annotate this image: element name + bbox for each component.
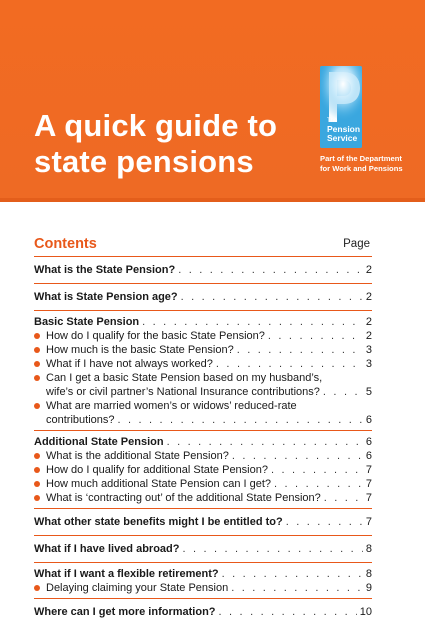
toc-page-number: 6 (365, 450, 372, 462)
leader-dots (274, 477, 363, 491)
toc-entry[interactable] (34, 477, 372, 491)
toc-entry-label: Where can I get more information? (34, 606, 216, 618)
toc-entry-label: What is ‘contracting out’ of the additional State Pension? (46, 492, 321, 504)
toc-entry-label: Can I get a basic State Pension based on my husband’s, (46, 372, 323, 384)
toc-entry-label: What other state benefits might I be entitled to? (34, 516, 283, 528)
bullet-icon (34, 375, 40, 381)
leader-dots (324, 491, 363, 505)
toc-section (34, 256, 372, 283)
leader-dots (216, 357, 363, 371)
leader-dots (219, 605, 357, 619)
toc-page-number: 2 (365, 264, 372, 276)
toc-entry-label: Basic State Pension (34, 316, 140, 328)
toc-entry-label: contributions? (46, 414, 115, 426)
toc-page-number: 8 (365, 543, 372, 555)
toc-page-number: 2 (365, 316, 372, 328)
toc-entry-label: How do I qualify for additional State Pension? (46, 464, 268, 476)
toc-entry-label: What is the additional State Pension? (46, 450, 229, 462)
toc-entry[interactable] (34, 385, 372, 399)
toc-section (34, 598, 372, 625)
leader-dots (181, 290, 363, 304)
page-column-label: Page (343, 238, 370, 250)
bullet-icon (34, 585, 40, 591)
toc-heading-entry[interactable] (34, 315, 372, 329)
document-title (34, 108, 294, 180)
toc-heading-entry[interactable] (34, 435, 372, 449)
toc-page-number: 7 (365, 478, 372, 490)
logo-text-the: The (327, 118, 338, 124)
toc-page-number: 7 (365, 464, 372, 476)
toc-entry[interactable] (34, 581, 372, 595)
toc-section (34, 283, 372, 310)
toc-heading-entry[interactable] (34, 605, 372, 619)
toc-entry-label: What if I have not always worked? (46, 358, 213, 370)
toc-entry-label: How much additional State Pension can I get? (46, 478, 272, 490)
leader-dots (231, 581, 363, 595)
bullet-icon (34, 361, 40, 367)
leader-dots (286, 515, 363, 529)
toc-page-number: 2 (365, 330, 372, 342)
toc-heading-entry[interactable] (34, 515, 372, 529)
leader-dots (167, 435, 363, 449)
toc-section (34, 310, 372, 430)
toc-heading-entry[interactable] (34, 263, 372, 277)
logo-text-pension: Pension (327, 124, 361, 134)
bullet-icon (34, 481, 40, 487)
title-line-2: state pensions (34, 144, 254, 179)
toc-section (34, 508, 372, 535)
toc-entry-line[interactable] (34, 371, 372, 385)
toc-page-number: 9 (365, 582, 372, 594)
toc-entry[interactable] (34, 329, 372, 343)
logo-text-service: Service (327, 133, 358, 143)
cover-banner (0, 0, 425, 202)
department-caption (320, 154, 420, 173)
contents-header (34, 236, 370, 258)
table-of-contents (34, 256, 372, 625)
leader-dots (118, 413, 363, 427)
toc-entry-label: Delaying claiming your State Pension (46, 582, 229, 594)
toc-entry[interactable] (34, 343, 372, 357)
toc-entry[interactable] (34, 449, 372, 463)
leader-dots (182, 542, 362, 556)
toc-entry[interactable] (34, 357, 372, 371)
toc-entry-label: How do I qualify for the basic State Pension? (46, 330, 265, 342)
toc-entry-label: What is the State Pension? (34, 264, 176, 276)
contents-heading: Contents (34, 236, 97, 252)
logo-wordmark (327, 118, 360, 143)
toc-section (34, 562, 372, 598)
leader-dots (142, 315, 363, 329)
title-line-1: A quick guide to (34, 108, 278, 143)
toc-entry-label: What if I want a flexible retirement? (34, 568, 219, 580)
bullet-icon (34, 333, 40, 339)
bullet-icon (34, 495, 40, 501)
toc-entry-line[interactable] (34, 399, 372, 413)
bullet-icon (34, 347, 40, 353)
toc-entry-label: What is State Pension age? (34, 291, 178, 303)
leader-dots (237, 343, 363, 357)
leader-dots (268, 329, 363, 343)
bullet-icon (34, 467, 40, 473)
leader-dots (178, 263, 363, 277)
toc-page-number: 8 (365, 568, 372, 580)
leader-dots (323, 385, 363, 399)
toc-page-number: 7 (365, 516, 372, 528)
toc-entry-label: How much is the basic State Pension? (46, 344, 234, 356)
toc-page-number: 3 (365, 344, 372, 356)
leader-dots (271, 463, 363, 477)
toc-page-number: 7 (365, 492, 372, 504)
toc-entry[interactable] (34, 491, 372, 505)
leader-dots (222, 567, 363, 581)
toc-page-number: 3 (365, 358, 372, 370)
toc-page-number: 6 (365, 414, 372, 426)
toc-page-number: 5 (365, 386, 372, 398)
toc-section (34, 535, 372, 562)
toc-heading-entry[interactable] (34, 542, 372, 556)
toc-entry-label: What are married women’s or widows’ reduced-rate (46, 400, 297, 412)
bullet-icon (34, 453, 40, 459)
toc-entry-label: wife’s or civil partner’s National Insurance contributions? (46, 386, 320, 398)
toc-heading-entry[interactable] (34, 290, 372, 304)
toc-page-number: 6 (365, 436, 372, 448)
toc-entry[interactable] (34, 463, 372, 477)
leader-dots (232, 449, 363, 463)
toc-page-number: 10 (359, 606, 372, 618)
pension-service-logo (320, 66, 362, 148)
toc-entry-label: What if I have lived abroad? (34, 543, 180, 555)
toc-entry-label: Additional State Pension (34, 436, 164, 448)
dept-line-1: Part of the Department (320, 154, 402, 163)
bullet-icon (34, 403, 40, 409)
toc-section (34, 430, 372, 508)
dept-line-2: for Work and Pensions (320, 163, 403, 173)
toc-entry[interactable] (34, 413, 372, 427)
toc-heading-entry[interactable] (34, 567, 372, 581)
toc-page-number: 2 (365, 291, 372, 303)
